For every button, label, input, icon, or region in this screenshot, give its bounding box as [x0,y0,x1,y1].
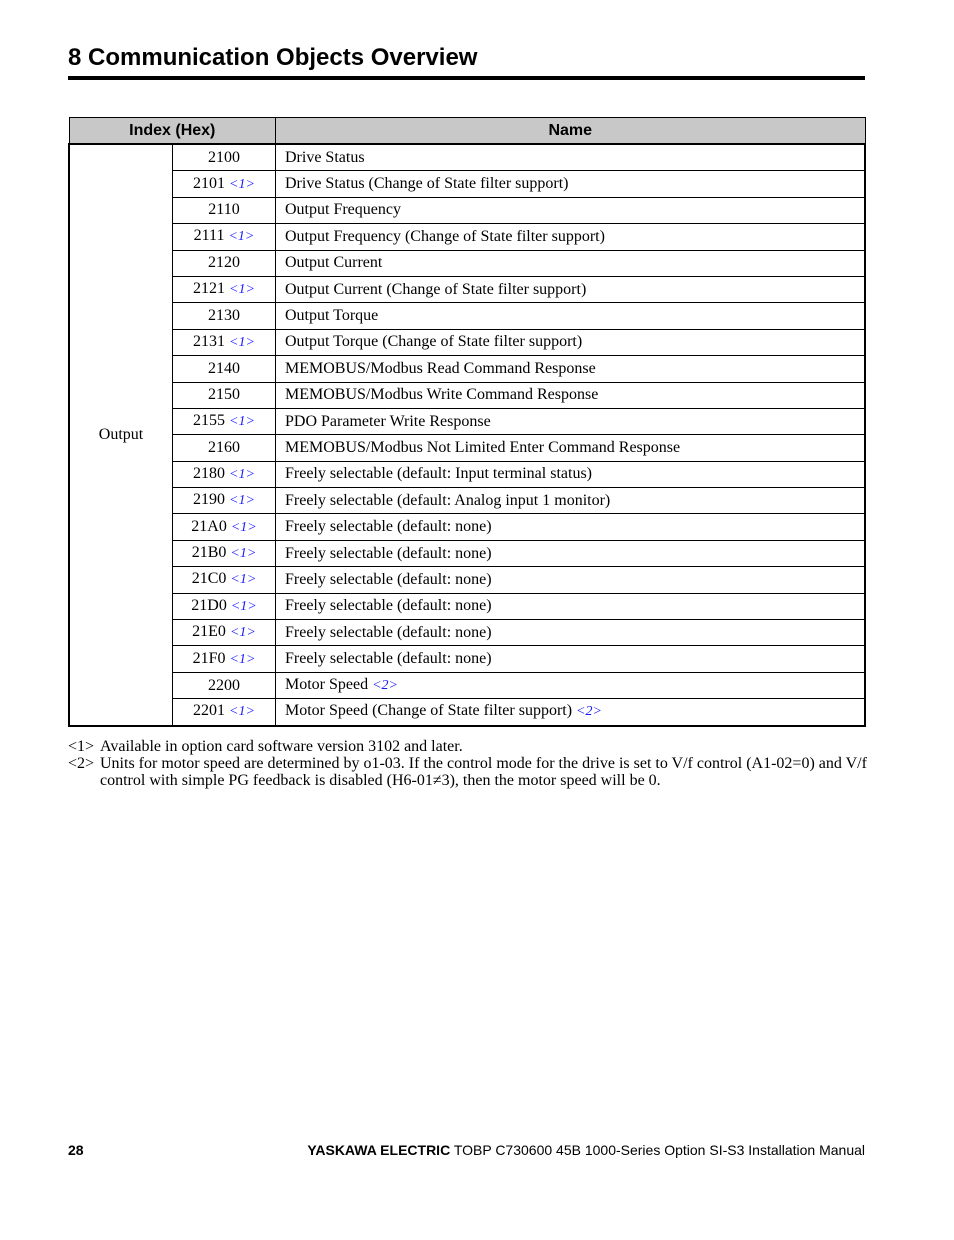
table-row [69,303,865,329]
object-name: Freely selectable (default: none) [285,623,492,641]
name-cell [276,567,866,593]
index-value: 2200 [208,676,240,694]
table-row [69,250,865,276]
index-cell [173,646,276,672]
name-cell [276,408,866,434]
header-index: Index (Hex) [69,118,276,145]
object-name: MEMOBUS/Modbus Write Command Response [285,386,599,404]
index-cell [173,461,276,487]
object-name: Freely selectable (default: none) [285,650,492,668]
footnote-text: Available in option card software version 3102 and later. [100,738,463,755]
index-cell [173,514,276,540]
index-value: 21D0 [191,596,227,614]
table-row [69,567,865,593]
table-row [69,144,865,171]
table-row [69,329,865,355]
index-cell [173,144,276,171]
index-cell [173,250,276,276]
footnote-1 [68,738,868,755]
object-name: Output Frequency [285,201,401,219]
footnote-key: <2> [68,755,95,772]
index-cell [173,620,276,646]
table-row [69,514,865,540]
communication-objects-table [68,117,866,727]
index-cell [173,435,276,461]
footnote-ref-link[interactable]: <1> [230,546,257,562]
object-name: Output Torque [285,307,379,325]
object-name: Output Current (Change of State filter support) [285,280,587,298]
object-name: Motor Speed [285,676,369,693]
footnote-ref-link[interactable]: <1> [229,282,255,298]
index-cell [173,276,276,302]
footer-title [307,1142,865,1158]
index-cell [173,224,276,250]
object-name: Output Frequency (Change of State filter support) [285,227,605,245]
index-cell [173,672,276,698]
object-name: Freely selectable (default: none) [285,544,492,562]
footnote-ref-link[interactable]: <1> [230,572,257,588]
table-row [69,356,865,382]
name-cell [276,699,866,726]
index-cell [173,171,276,197]
name-cell [276,144,866,171]
table-row [69,672,865,698]
footnote-ref-link[interactable]: <1> [229,414,255,430]
object-name: Motor Speed (Change of State filter support) [285,702,573,720]
name-cell [276,276,866,302]
object-name: PDO Parameter Write Response [285,412,491,430]
object-name: Freely selectable (default: Analog input 1 monitor) [285,491,611,509]
footnote-ref-link[interactable]: <1> [229,625,256,641]
index-value: 2150 [208,386,240,404]
table-row [69,461,865,487]
table-row [69,382,865,408]
table-row [69,646,865,672]
index-value: 21A0 [191,517,227,535]
index-value: 2190 [193,491,226,509]
index-value: 21E0 [192,623,226,641]
index-value: 2120 [208,254,240,272]
name-cell [276,461,866,487]
index-value: 2201 [193,702,226,720]
object-name: Freely selectable (default: none) [285,597,492,615]
footer-manual-title: TOBP C730600 45B 1000-Series Option SI-S3 Installation Manual [450,1142,865,1158]
footnote-ref-link[interactable]: <1> [230,598,257,614]
name-cell [276,488,866,514]
object-name: MEMOBUS/Modbus Not Limited Enter Command Response [285,438,681,456]
footnote-text: Units for motor speed are determined by o1-03. If the control mode for the drive is set to V/f control (A1-02=0) and V/f control with simple PG feedback is disabled (H6-01≠3), then the motor speed will be 0. [100,755,867,789]
table-row [69,197,865,223]
footnotes [68,738,868,789]
name-cell [276,435,866,461]
name-cell [276,171,866,197]
index-value: 2111 [193,227,225,245]
index-cell [173,408,276,434]
table-row [69,224,865,250]
index-cell [173,197,276,223]
index-value: 21B0 [191,544,227,562]
table-row [69,488,865,514]
header-name: Name [276,118,866,145]
footnote-ref-link[interactable]: <1> [230,519,257,535]
table-row [69,593,865,619]
table-row [69,540,865,566]
index-value: 21C0 [191,570,227,588]
table-row [69,435,865,461]
table-header-row [69,118,865,145]
index-value: 2180 [193,464,226,482]
name-cell [276,514,866,540]
name-cell [276,382,866,408]
name-cell [276,303,866,329]
page-number: 28 [68,1142,84,1158]
index-value: 2155 [193,412,226,430]
object-name: Output Torque (Change of State filter support) [285,333,583,351]
object-name: Output Current [285,254,383,272]
index-value: 2160 [208,438,240,456]
object-name: Drive Status [285,148,365,166]
footnote-ref-link[interactable]: <1> [229,334,255,350]
table-row [69,620,865,646]
index-cell [173,488,276,514]
name-cell [276,250,866,276]
object-name: Freely selectable (default: none) [285,570,492,588]
index-value: 2130 [208,307,240,325]
section-heading: 8 Communication Objects Overview [68,44,478,71]
object-name: Drive Status (Change of State filter support) [285,175,569,193]
index-value: 2100 [208,148,240,166]
footnote-ref-link[interactable]: <2> [372,678,399,693]
index-cell [173,540,276,566]
footnote-ref-link[interactable]: <2> [576,704,602,720]
object-name: Freely selectable (default: none) [285,518,492,536]
footnote-ref-link[interactable]: <1> [229,704,255,720]
index-cell [173,567,276,593]
index-cell [173,382,276,408]
table-row [69,408,865,434]
index-value: 2131 [193,332,226,350]
name-cell [276,620,866,646]
index-value: 2140 [208,359,240,377]
table-row [69,276,865,302]
footnote-ref-link[interactable]: <1> [229,493,255,509]
heading-rule [68,76,865,80]
object-name: MEMOBUS/Modbus Read Command Response [285,359,596,377]
index-cell [173,593,276,619]
footnote-2 [68,755,868,789]
index-cell [173,699,276,726]
footnote-ref-link[interactable]: <1> [229,466,255,482]
index-cell [173,356,276,382]
name-cell [276,329,866,355]
index-value: 2101 [193,174,226,192]
index-cell [173,329,276,355]
name-cell [276,540,866,566]
index-value: 2121 [193,280,226,298]
footnote-ref-link[interactable]: <1> [229,176,255,192]
name-cell [276,356,866,382]
name-cell [276,593,866,619]
footer-brand: YASKAWA ELECTRIC [307,1142,451,1158]
group-label-output: Output [69,144,173,726]
table-row [69,171,865,197]
name-cell [276,197,866,223]
table-row [69,699,865,726]
index-value: 21F0 [192,649,226,667]
name-cell [276,672,866,698]
name-cell [276,646,866,672]
name-cell [276,224,866,250]
object-name: Freely selectable (default: Input terminal status) [285,465,592,483]
footnote-ref-link[interactable]: <1> [228,229,255,245]
index-cell [173,303,276,329]
index-value: 2110 [208,201,240,219]
footnote-key: <1> [68,738,95,755]
footnote-ref-link[interactable]: <1> [229,651,256,667]
